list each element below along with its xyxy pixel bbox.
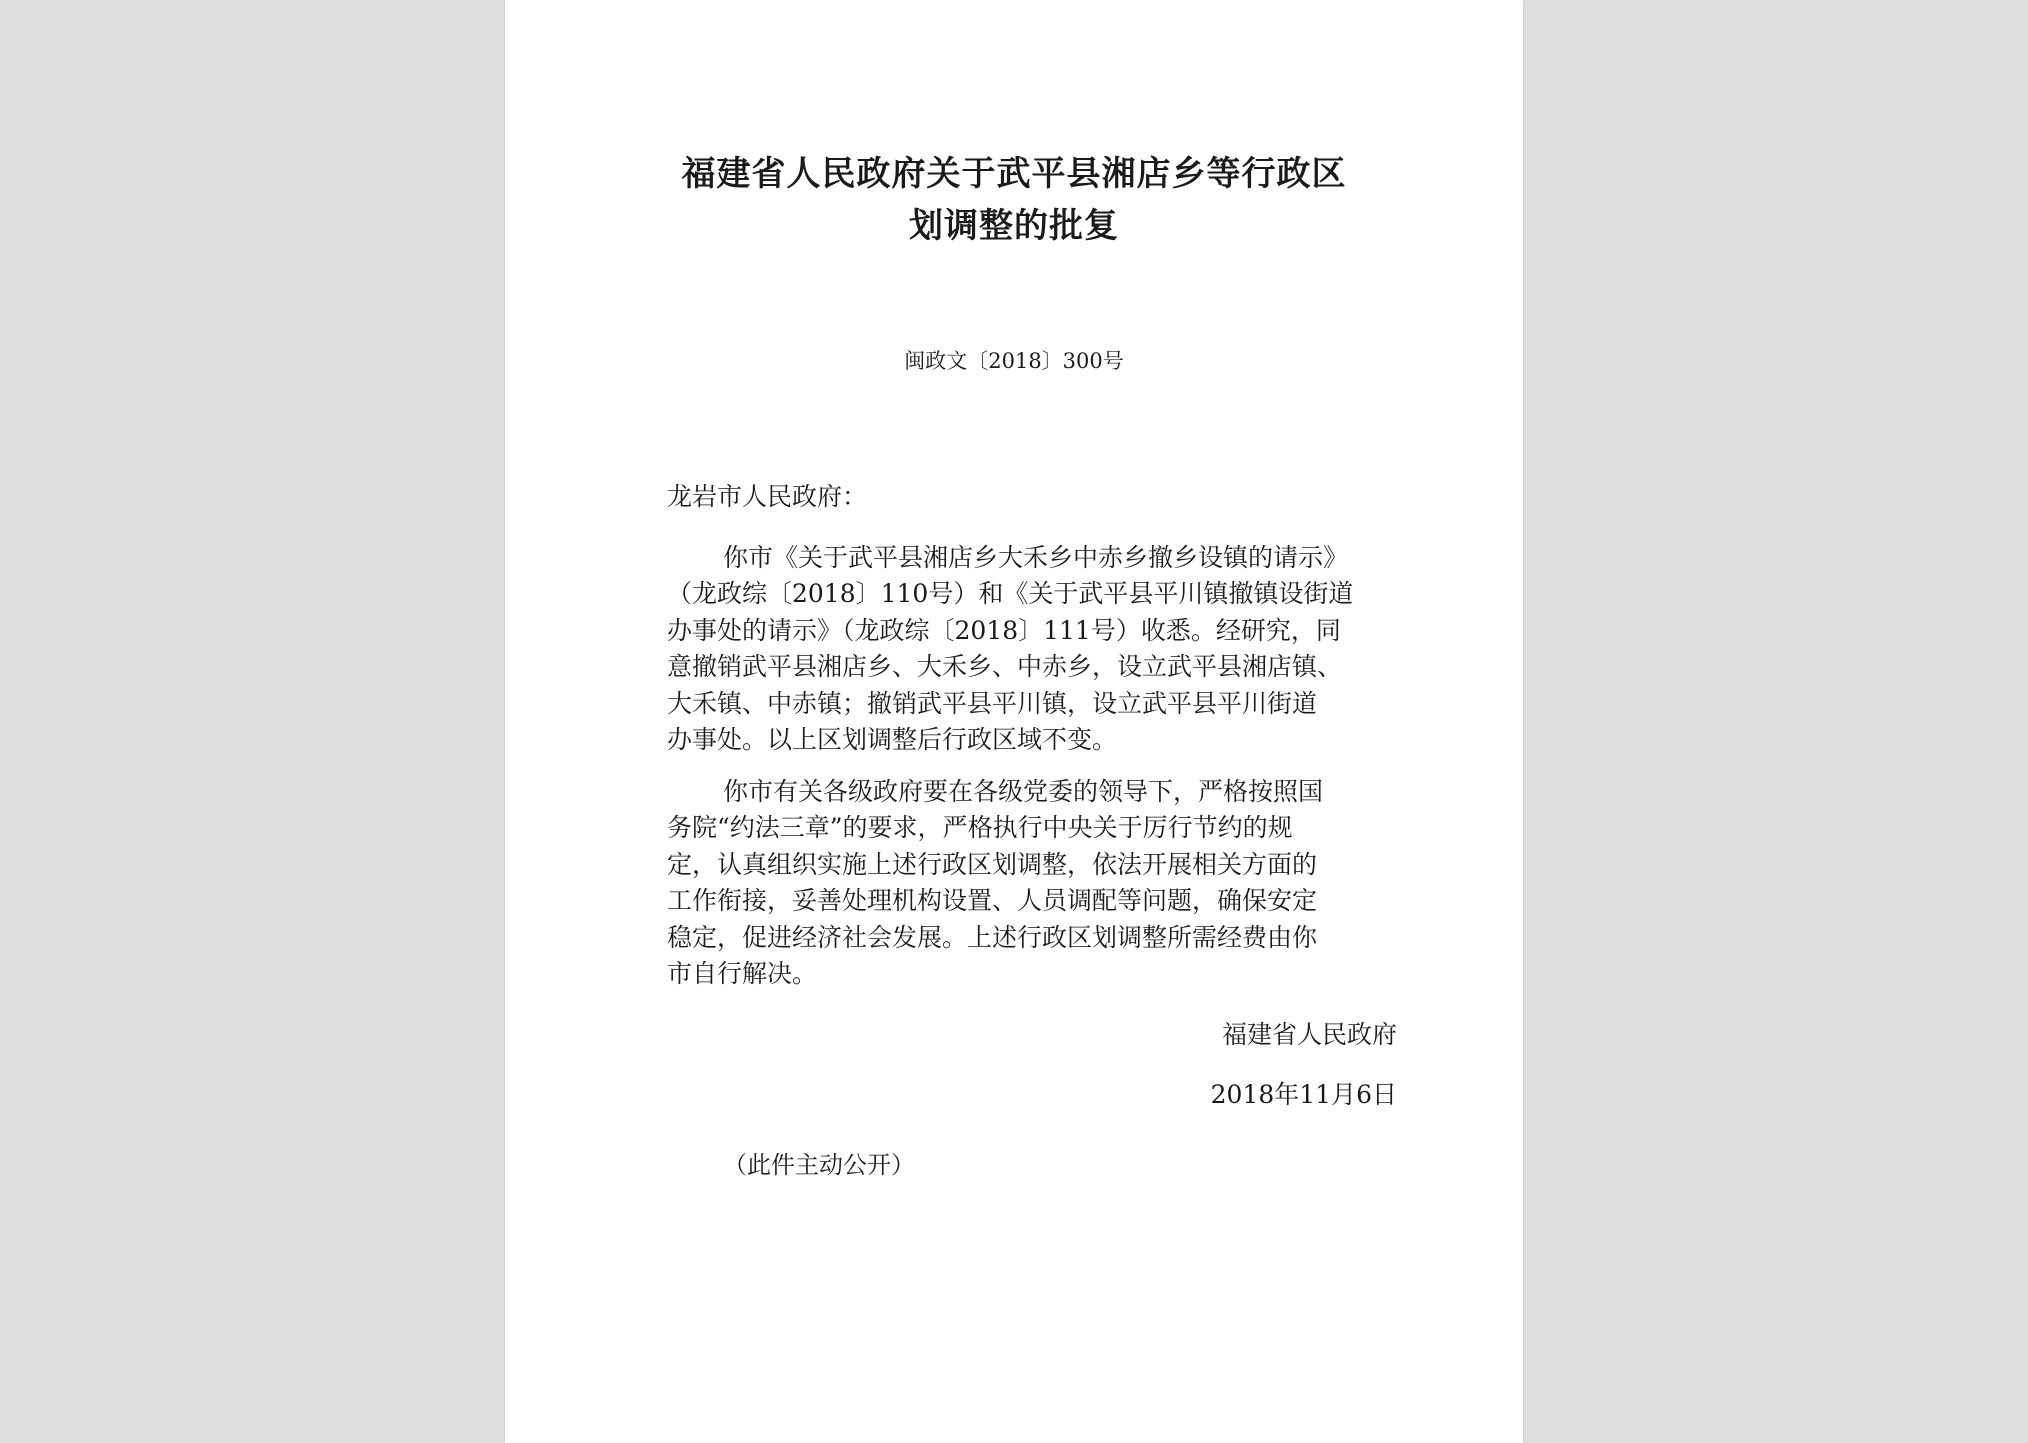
body-paragraph-1 [667, 540, 1397, 758]
paragraph-line: 务院“约法三章”的要求，严格执行中央关于厉行节约的规 [667, 813, 1293, 843]
paragraph-line: 你市有关各级政府要在各级党委的领导下，严格按照国 [723, 777, 1324, 806]
paragraph-line: （龙政综〔2018〕110号）和《关于武平县平川镇撤镇设街道 [667, 579, 1354, 609]
body-paragraph-2 [667, 774, 1397, 992]
paragraph-line: 你市《关于武平县湘店乡大禾乡中赤乡撤乡设镇的请示》 [723, 543, 1349, 572]
title-line: 福建省人民政府关于武平县湘店乡等行政区 [681, 154, 1347, 194]
signature-issuer: 福建省人民政府 [1221, 1020, 1397, 1049]
paragraph-line: 定，认真组织实施上述行政区划调整，依法开展相关方面的 [667, 849, 1318, 879]
salutation: 龙岩市人民政府： [667, 482, 868, 511]
paragraph-line: 办事处。以上区划调整后行政区域不变。 [667, 725, 1118, 755]
paragraph-line: 办事处的请示》（龙政综〔2018〕111号）收悉。经研究，同 [667, 615, 1341, 645]
paragraph-line: 稳定，促进经济社会发展。上述行政区划调整所需经费由你 [667, 922, 1318, 952]
disclosure-note: （此件主动公开） [723, 1151, 915, 1179]
paragraph-line: 市自行解决。 [667, 959, 818, 989]
document-page [505, 0, 1523, 1443]
title-line: 划调整的批复 [909, 206, 1119, 246]
paragraph-line: 大禾镇、中赤镇；撤销武平县平川镇，设立武平县平川街道 [667, 688, 1318, 718]
issue-date: 2018年11月6日 [1210, 1080, 1397, 1109]
paragraph-line: 工作衔接，妥善处理机构设置、人员调配等问题，确保安定 [667, 886, 1318, 916]
paragraph-line: 意撤销武平县湘店乡、大禾乡、中赤乡，设立武平县湘店镇、 [667, 652, 1343, 682]
document-number: 闽政文〔2018〕300号 [904, 349, 1124, 373]
document-title [505, 148, 1523, 252]
